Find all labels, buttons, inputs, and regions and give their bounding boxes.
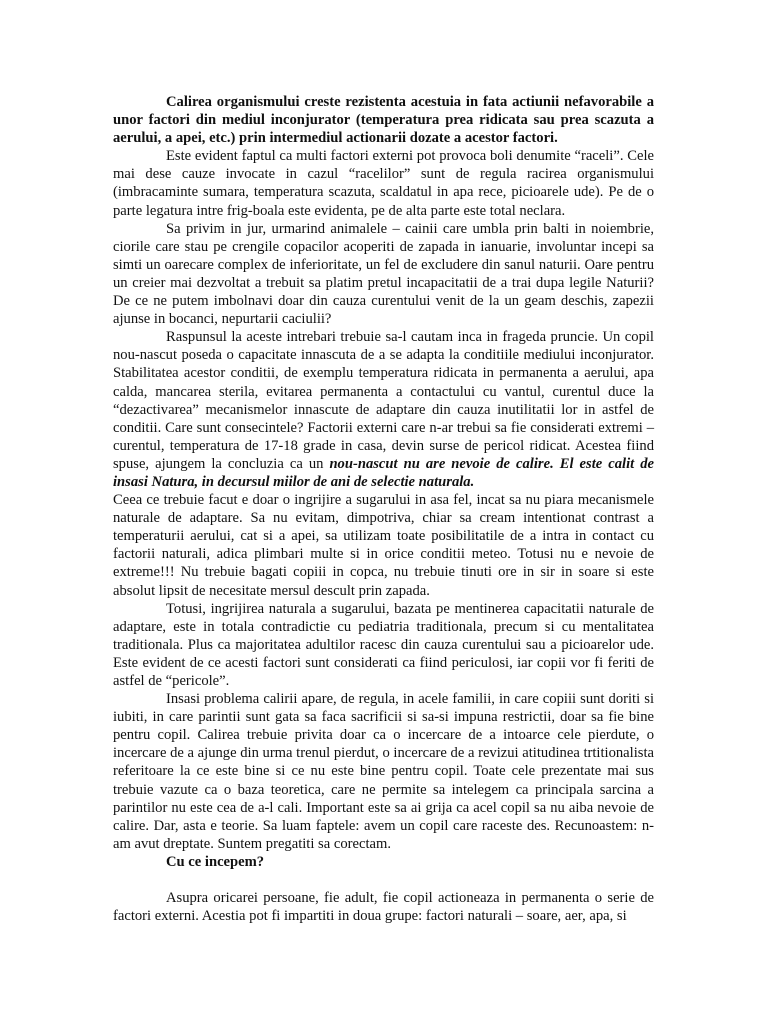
paragraph-traditional: Totusi, ingrijirea naturala a sugarului, bazata pe mentinerea capacitatii naturale de adaptare, este in totala contradictie cu pediatria traditionala, precum si cu mentalitatea traditionala. Plus ca majoritatea adultilor racesc din cauza curentului sau a picioarelor ude. Este evident de ce acesti factori sunt considerati ca fiind periculosi, iar copii vor fi feriti de astfel de “pericole”. — [113, 600, 654, 689]
paragraph-factors: Asupra oricarei persoane, fie adult, fie copil actioneaza in permanenta o serie de factori externi. Acestia pot fi impartiti in doua grupe: factori naturali – soare, aer, apa, si — [113, 890, 654, 925]
subheading: Cu ce incepem? — [166, 853, 265, 870]
document-page — [113, 93, 654, 925]
paragraph-newborn — [113, 328, 654, 491]
paragraph-hardening: Insasi problema calirii apare, de regula, in acele familii, in care copiii sunt doriti si iubiti, in care parintii sunt gata sa faca sacrificii si sa-si impuna restrictii, doar sa fie bine pentru copil. Calirea trebuie privita doar ca o incercare de a intoarce cele pierdute, o incercare de a ajunge din urma trenul pierdut, o incercare de a revizui atitudinea trtitionalista referitoare la ce este bine si ce nu este bine pentru copil. Toate cele prezentate mai sus trebuie vazute ca o baza teoretica, care ne permite sa intelegem ca principala sarcina a parintilor nu este cea de a-l cali. Important este sa ai grija ca acel copil sa nu aiba nevoie de calire. Dar, asta e teorie. Sa luam faptele: avem un copil care raceste des. Recunoastem: n-am avut dreptate. Suntem pregatiti sa corectam. — [113, 691, 654, 852]
document-title: Calirea organismului creste rezistenta acestuia in fata actiunii nefavorabile a unor factori din mediul inconjurator (temperatura prea ridicata sau prea scazuta a aerului, a apei, etc.) prin intermediul actionarii dozate a acestor factori. — [113, 94, 654, 147]
emphasis-newborn: nou-nascut nu are nevoie de calire. El este calit de insasi Natura, in decursul miilor de ani de selectie naturala. — [113, 455, 654, 490]
paragraph-colds: Este evident faptul ca multi factori externi pot provoca boli denumite “raceli”. Cele mai dese cauze invocate in cazul “racelilor” sunt de regula racirea organismului (imbracaminte sumara, temperatura scazuta, scaldatul in apa rece, picioarele ude). Pe de o parte legatura intre frig-boala este evidenta, pe de alta parte este total neclara. — [113, 148, 654, 219]
paragraph-newborn-text: Raspunsul la aceste intrebari trebuie sa-l cautam inca in frageda pruncie. Un copil nou-nascut poseda o capacitate innascuta de a se adapta la conditiile mediului inconjurator. Stabilitatea acestor conditii, de exemplu temperatura ridicata in permanenta a aerului, apa calda, mancarea sterila, evitarea permanenta a contactului cu vantul, curentul duce la “dezactivarea” mecanismelor innascute de adaptare din cauza inutilitatii lor in astfel de conditii. Care sunt consecintele? Factorii externi care n-ar trebui sa fie considerati extremi – curentul, temperatura de 17-18 grade in casa, devin surse de pericol ridicat. Acestea fiind spuse, ajungem la concluzia ca un — [113, 329, 654, 472]
paragraph-animals: Sa privim in jur, urmarind animalele – cainii care umbla prin balti in noiembrie, ciorile care stau pe crengile copacilor acoperiti de zapada in ianuarie, involuntar incepi sa simti un oarecare complex de inferioritate, un fel de excludere din sanul naturii. Oare pentru un creier mai dezvoltat a trebuit sa platim pretul incapacitatii de a trai dupa legile Naturii? De ce ne putem imbolnavi doar din cauza curentului venit de la un geam deschis, zapezii ajunse in bocanci, nepurtarii caciulii? — [113, 220, 654, 328]
paragraph-care: Ceea ce trebuie facut e doar o ingrijire a sugarului in asa fel, incat sa nu piara mecanismele naturale de adaptare. Sa nu evitam, dimpotriva, chiar sa cream intentionat contrast a temperaturii aerului, cat si a apei, sa utilizam toate posibilitatile de a intra in contact cu factorii naturali, adica plimbari multe si in orice conditii meteo. Totusi nu e nevoie de extreme!!! Nu trebuie bagati copiii in copca, nu trebuie tinuti ore in sir in soare si este absolut lipsit de necesitate mersul descult prin zapada. — [113, 492, 654, 599]
blank-line — [113, 871, 654, 889]
